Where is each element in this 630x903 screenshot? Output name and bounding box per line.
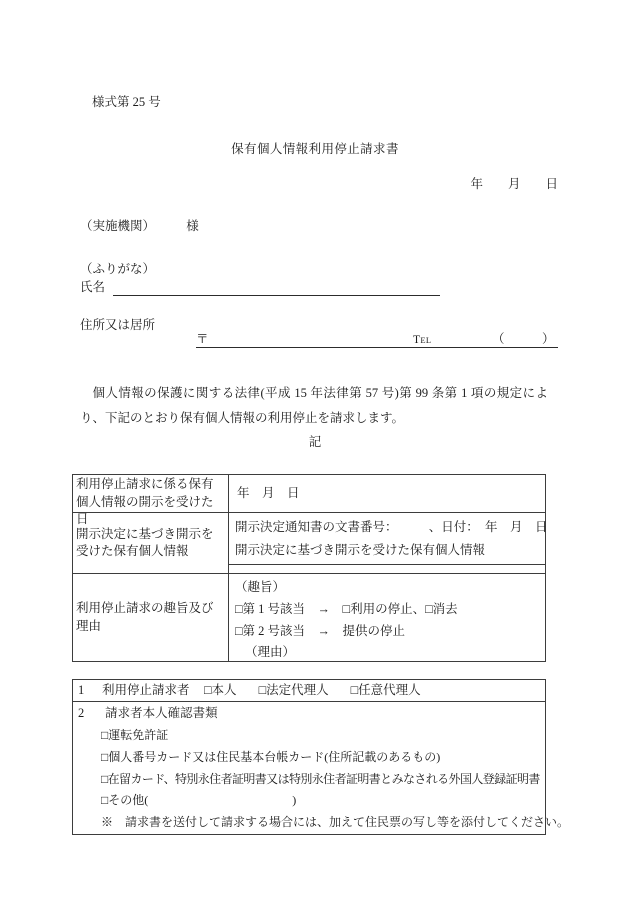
checkbox-option-drivers-license: □運転免許証 <box>101 728 169 742</box>
disclosure-doc-number-line: 開示決定通知書の文書番号： 、日付： 年 月 日 <box>235 520 548 534</box>
table-row <box>73 512 548 573</box>
requester-label: 利用停止請求者 <box>102 683 190 698</box>
checkbox-option-other: □その他( ) <box>101 793 297 808</box>
furigana-label: （ふりがな） <box>80 262 156 276</box>
item-number: 2 <box>78 706 85 720</box>
disclosure-date-value: 年 月 日 <box>237 486 300 501</box>
date-fill-line: 年 月 日 <box>470 177 558 191</box>
purpose-heading: （趣旨） <box>235 580 286 594</box>
request-details-table <box>72 474 546 662</box>
item-number: 1 <box>78 683 85 698</box>
form-number: 様式第 25 号 <box>92 95 161 109</box>
disclosed-info-line: 開示決定に基づき開示を受けた保有個人情報 <box>235 543 486 557</box>
name-row <box>80 279 440 296</box>
tel-label: TEL <box>413 334 432 346</box>
table-row <box>73 475 545 526</box>
tel-parens: （ ） <box>492 332 555 346</box>
name-label: 氏名 <box>80 280 106 294</box>
address-fill-line <box>196 330 558 348</box>
identity-docs-label: 請求者本人確認書類 <box>105 706 218 720</box>
checkbox-option-legal-representative: □法定代理人 <box>258 683 329 698</box>
body-paragraph: 個人情報の保護に関する法律(平成 15 年法律第 57 号)第 99 条第 1 項の規定により、下記のとおり保有個人情報の利用停止を請求します。 <box>80 386 548 425</box>
section-heading-ki: 記 <box>308 435 322 449</box>
checkbox-option-self: □本人 <box>204 683 237 698</box>
disclosed-info-label: 開示決定に基づき開示を受けた保有個人情報 <box>73 513 229 573</box>
address-label: 住所又は居所 <box>80 318 156 332</box>
fill-in-strip <box>229 564 545 573</box>
mail-request-note: ※ 請求書を送付して請求する場合には、加えて住民票の写し等を添付してください。 <box>101 815 570 830</box>
purpose-option-item1: □第 1 号該当 → □利用の停止、□消去 <box>235 601 458 616</box>
checkbox-option-mynumber-card: □個人番号カード又は住民基本台帳カード(住所記載のあるもの) <box>101 749 441 764</box>
checkbox-option-voluntary-representative: □任意代理人 <box>350 683 421 698</box>
disclosure-date-label: 利用停止請求に係る保有個人情報の開示を受けた日 <box>73 475 229 512</box>
recipient-line: （実施機関） 様 <box>80 219 199 233</box>
reason-heading: （理由） <box>245 645 296 660</box>
table-row <box>73 573 545 661</box>
purpose-option-item2: □第 2 号該当 → 提供の停止 <box>235 623 406 638</box>
postal-mark-icon: 〒 <box>196 332 209 346</box>
name-fill-line <box>113 281 440 296</box>
purpose-reason-label: 利用停止請求の趣旨及び理由 <box>73 574 229 661</box>
checkbox-option-residence-card: □在留カード、特別永住者証明書又は特別永住者証明書とみなされる外国人登録証明書 <box>101 771 540 786</box>
table-row <box>73 702 570 834</box>
document-title: 保有個人情報利用停止請求書 <box>231 142 399 156</box>
requester-info-table <box>72 679 570 835</box>
table-row <box>73 680 545 702</box>
